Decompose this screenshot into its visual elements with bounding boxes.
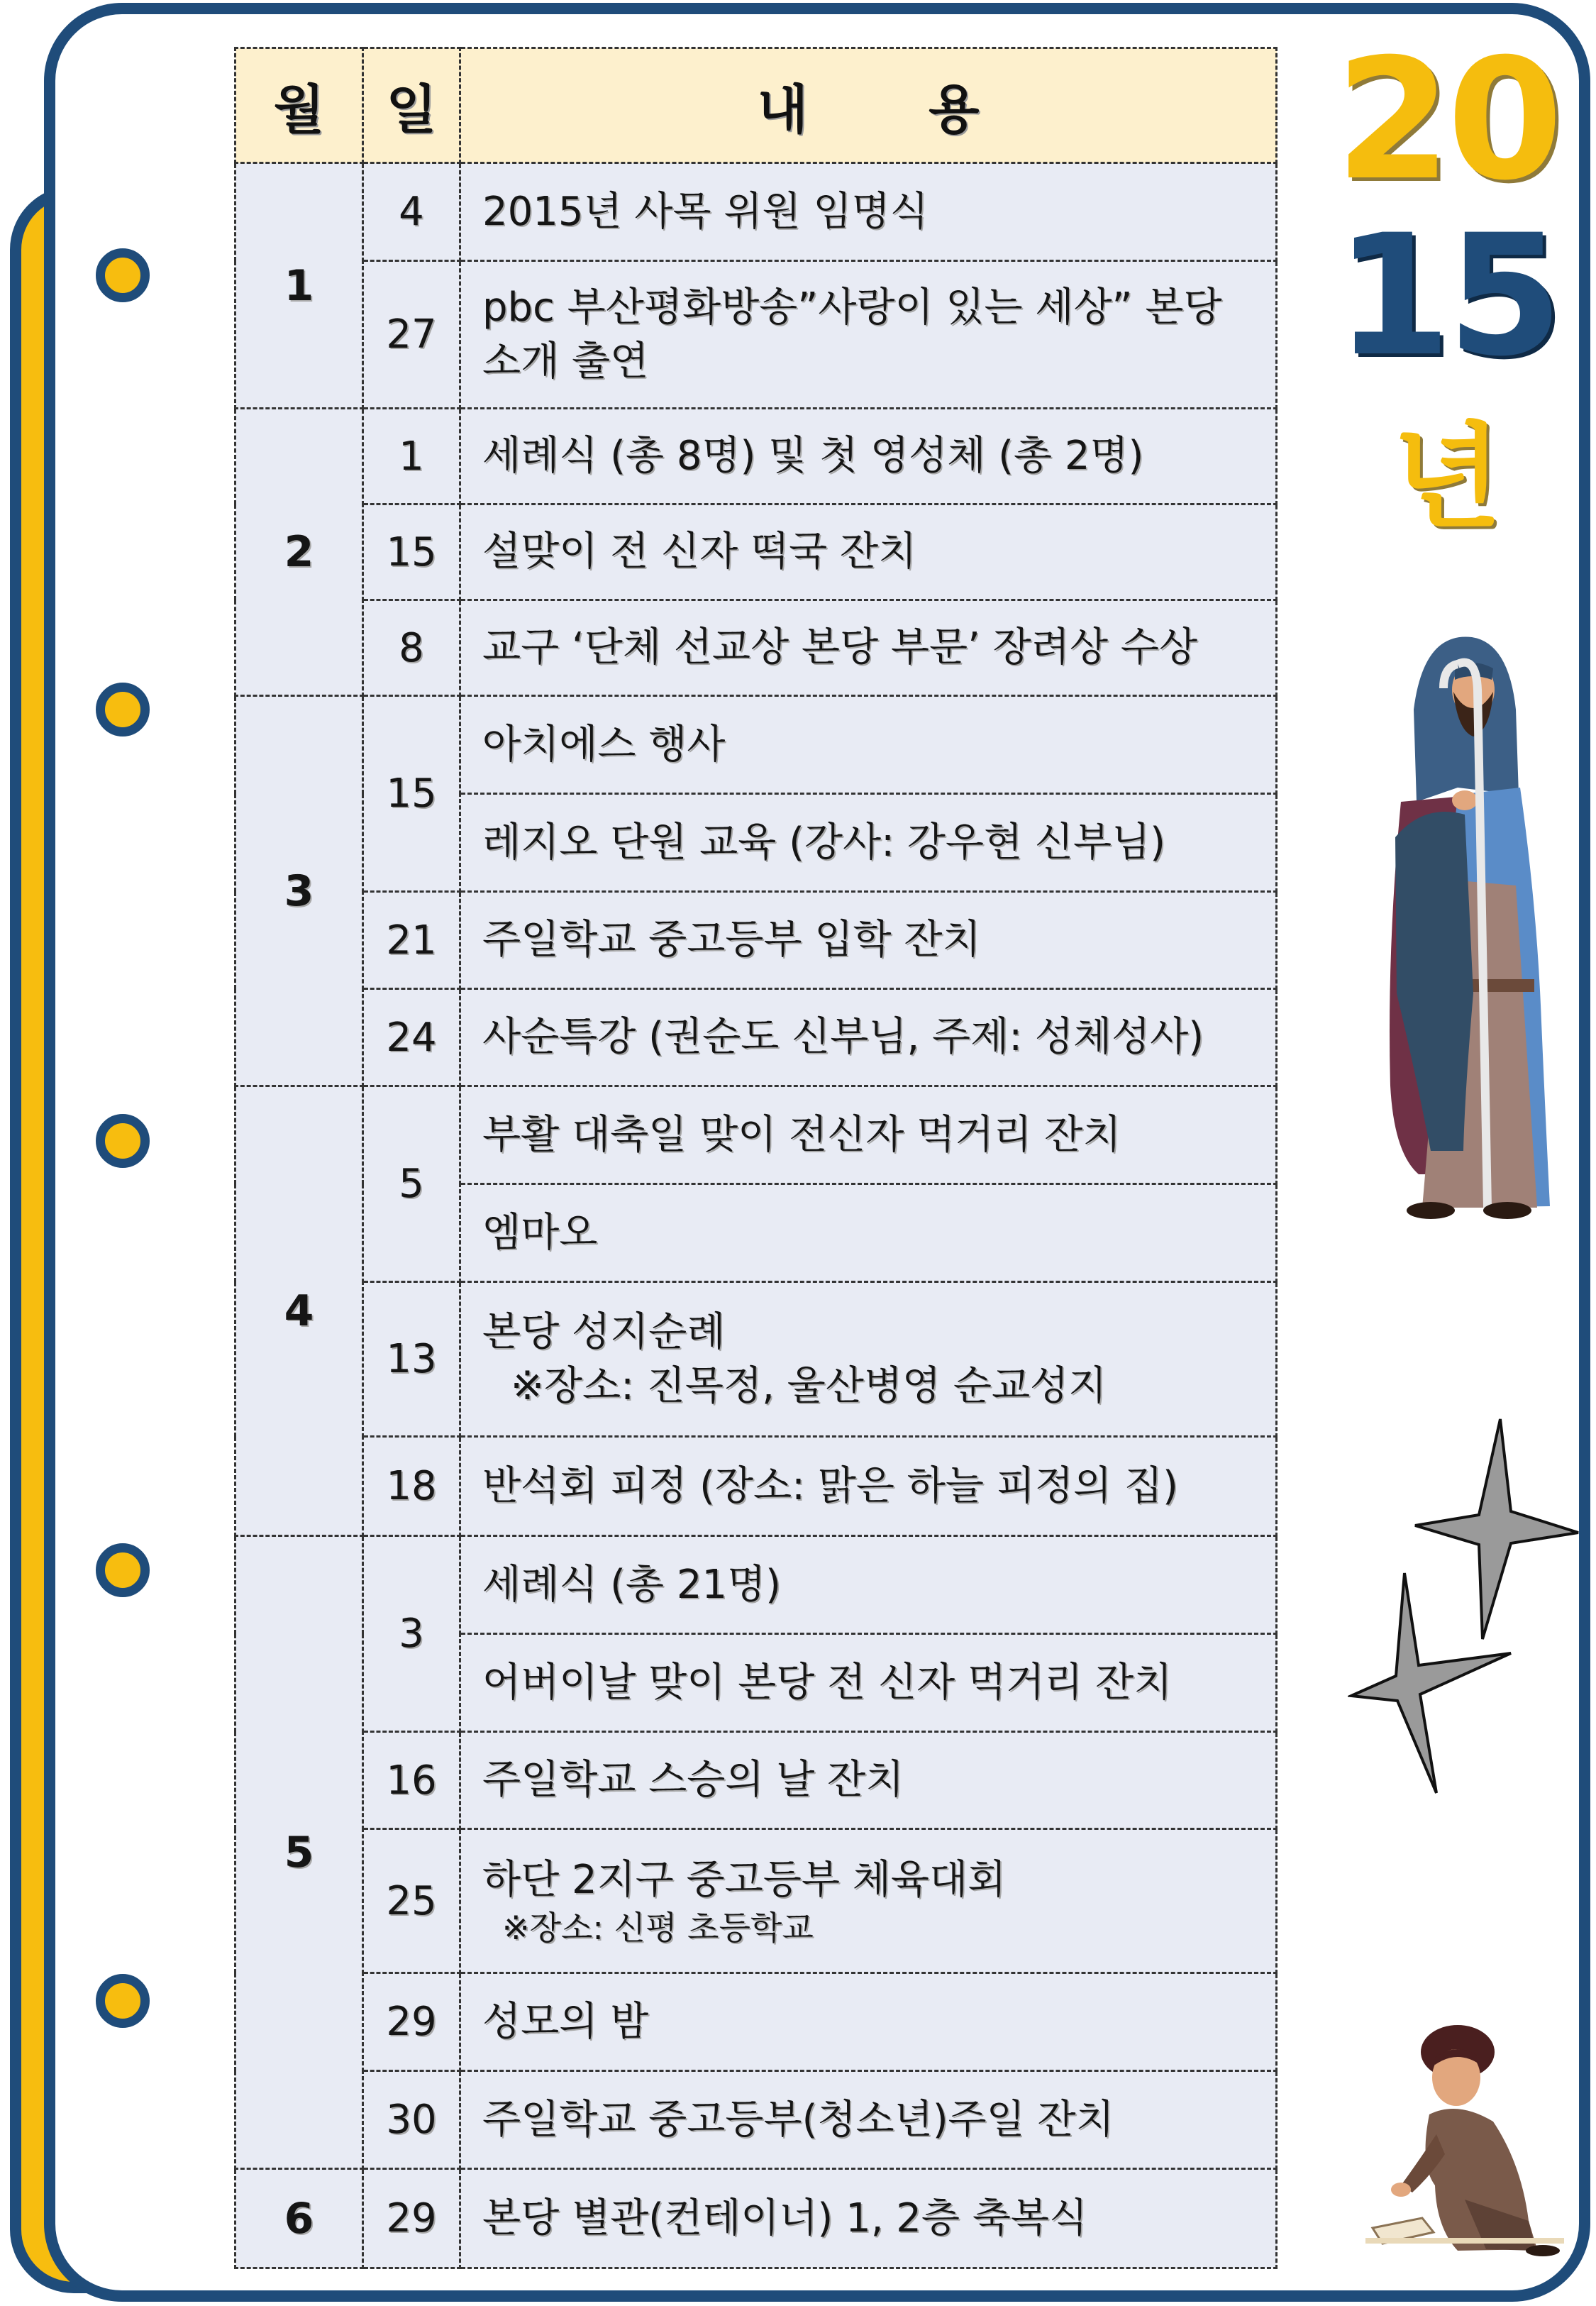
table-row — [235, 696, 1277, 794]
content-cell — [460, 1634, 1277, 1732]
table-row — [235, 1829, 1277, 1973]
month-cell: 4 — [235, 1086, 363, 1536]
event-text: 엠마오 — [482, 1209, 598, 1256]
content-cell — [460, 409, 1277, 504]
day-cell: 8 — [363, 600, 460, 696]
event-text: 2015년 사목 위원 임명식 — [482, 188, 929, 235]
event-text: 본당 성지순례 — [482, 1308, 726, 1355]
content-cell — [460, 1184, 1277, 1282]
content-cell — [460, 1437, 1277, 1536]
table-header-row — [235, 48, 1277, 163]
month-cell: 2 — [235, 409, 363, 696]
event-note: ※장소: 신평 초등학교 — [502, 1909, 814, 1947]
table-row — [235, 1282, 1277, 1437]
table-row — [235, 261, 1277, 409]
content-cell — [460, 1282, 1277, 1437]
event-text: 레지오 단원 교육 (강사: 강우현 신부님) — [482, 819, 1166, 866]
table-row — [235, 163, 1277, 261]
month-cell: 5 — [235, 1536, 363, 2169]
day-cell: 13 — [363, 1282, 460, 1437]
sparkle-star-icon — [1348, 1569, 1518, 1797]
event-text: 아치에스 행사 — [482, 721, 726, 768]
table-row — [235, 600, 1277, 696]
day-cell: 18 — [363, 1437, 460, 1536]
event-text: 본당 별관(컨테이너) 1, 2층 축복식 — [482, 2195, 1088, 2241]
schedule-table — [234, 47, 1278, 2269]
event-text: 부활 대축일 맞이 전신자 먹거리 잔치 — [482, 1111, 1121, 1158]
header-content-char-1: 내 — [757, 79, 808, 140]
event-text: 주일학교 스승의 날 잔치 — [482, 1757, 904, 1803]
content-cell — [460, 794, 1277, 892]
content-cell — [460, 2169, 1277, 2268]
event-text: 세례식 (총 21명) — [482, 1561, 782, 1608]
header-content — [460, 48, 1277, 163]
binder-ring-icon — [96, 248, 150, 302]
content-cell — [460, 1829, 1277, 1973]
content-cell — [460, 1086, 1277, 1184]
year-suffix-digits: 15 — [1335, 199, 1559, 393]
day-cell: 29 — [363, 2169, 460, 2268]
content-cell — [460, 892, 1277, 989]
table-row — [235, 2169, 1277, 2268]
event-text: 하단 2지구 중고등부 체육대회 — [482, 1857, 1007, 1903]
table-row — [235, 892, 1277, 989]
content-cell — [460, 696, 1277, 794]
binder-ring-icon — [96, 1114, 150, 1168]
event-note: ※장소: 진목정, 울산병영 순교성지 — [511, 1362, 1107, 1409]
event-text: 사순특강 (권순도 신부님, 주제: 성체성사) — [482, 1014, 1204, 1060]
table-row — [235, 1086, 1277, 1184]
header-day: 일 — [363, 48, 460, 163]
day-cell: 5 — [363, 1086, 460, 1282]
event-text: 교구 ‘단체 선교상 본당 부문’ 장려상 수상 — [482, 624, 1197, 671]
event-text: 반석회 피정 (장소: 맑은 하늘 피정의 집) — [482, 1462, 1178, 1509]
day-cell: 16 — [363, 1732, 460, 1829]
kneeling-reader-illustration — [1351, 2015, 1578, 2263]
event-text: 설맞이 전 신자 떡국 잔치 — [482, 529, 917, 575]
day-cell: 4 — [363, 163, 460, 261]
event-text: pbc 부산평화방송”사랑이 있는 세상” 본당 — [482, 284, 1222, 331]
table-row — [235, 989, 1277, 1086]
day-cell: 27 — [363, 261, 460, 409]
table-row — [235, 409, 1277, 504]
standing-shepherd-illustration — [1351, 624, 1578, 1228]
event-text: 주일학교 중고등부(청소년)주일 잔치 — [482, 2096, 1114, 2143]
content-cell — [460, 1973, 1277, 2071]
table-row — [235, 1973, 1277, 2071]
content-cell — [460, 261, 1277, 409]
event-text: 성모의 밤 — [482, 1998, 649, 2045]
event-text: 소개 출연 — [482, 338, 649, 385]
table-row — [235, 1437, 1277, 1536]
binder-ring-icon — [96, 683, 150, 737]
month-cell: 3 — [235, 696, 363, 1086]
header-content-char-2: 용 — [929, 79, 980, 140]
content-cell — [460, 504, 1277, 600]
day-cell: 25 — [363, 1829, 460, 1973]
day-cell: 24 — [363, 989, 460, 1086]
binder-ring-icon — [96, 1543, 150, 1597]
day-cell: 21 — [363, 892, 460, 989]
table-row — [235, 2071, 1277, 2169]
header-month: 월 — [235, 48, 363, 163]
year-unit: 년 — [1392, 411, 1502, 544]
day-cell: 15 — [363, 504, 460, 600]
table-row — [235, 1536, 1277, 1634]
year-prefix: 20 — [1335, 23, 1559, 217]
binder-ring-icon — [96, 1974, 150, 2028]
content-cell — [460, 600, 1277, 696]
event-text: 어버이날 맞이 본당 전 신자 먹거리 잔치 — [482, 1659, 1173, 1706]
content-cell — [460, 1536, 1277, 1634]
month-cell: 6 — [235, 2169, 363, 2268]
day-cell: 3 — [363, 1536, 460, 1732]
event-text: 주일학교 중고등부 입학 잔치 — [482, 917, 981, 963]
day-cell: 1 — [363, 409, 460, 504]
content-cell — [460, 2071, 1277, 2169]
day-cell: 30 — [363, 2071, 460, 2169]
table-row — [235, 1732, 1277, 1829]
day-cell: 29 — [363, 1973, 460, 2071]
event-text: 세례식 (총 8명) 및 첫 영성체 (총 2명) — [482, 433, 1144, 479]
month-cell: 1 — [235, 163, 363, 409]
content-cell — [460, 989, 1277, 1086]
content-cell — [460, 1732, 1277, 1829]
table-row — [235, 504, 1277, 600]
content-cell — [460, 163, 1277, 261]
day-cell: 15 — [363, 696, 460, 892]
